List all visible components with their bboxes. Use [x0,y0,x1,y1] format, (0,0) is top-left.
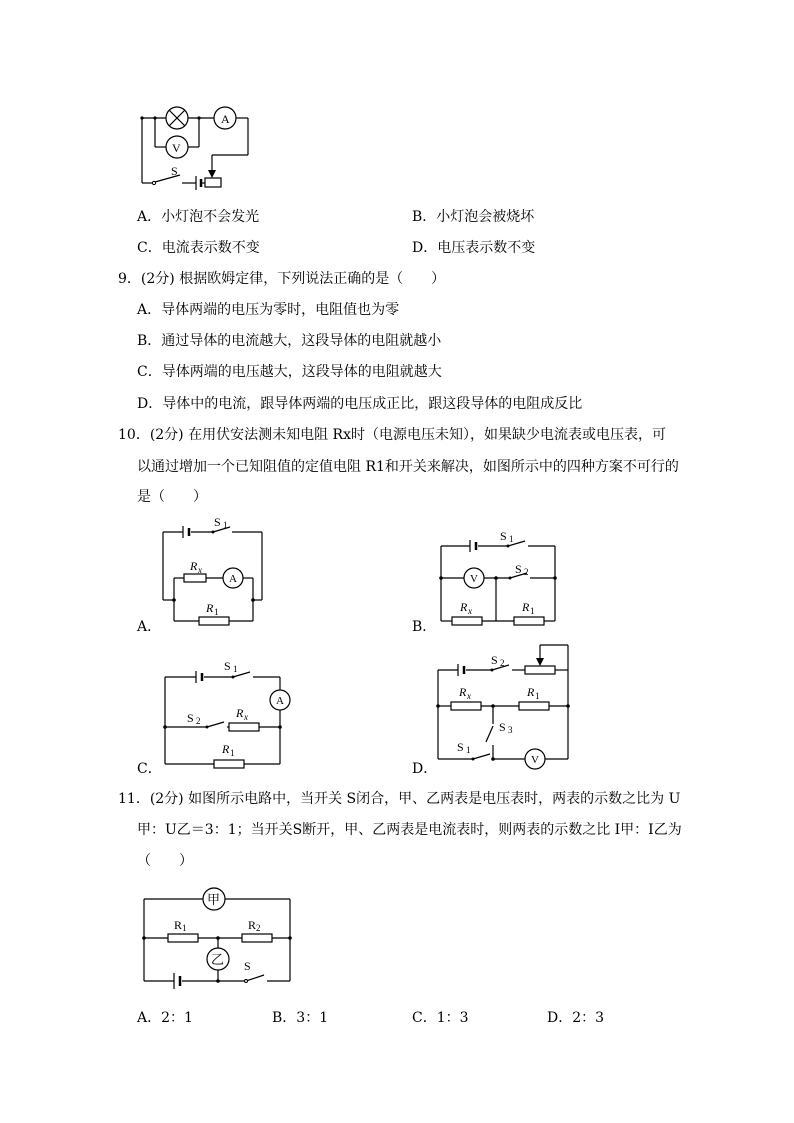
q10a-r1-label: R [206,601,214,615]
q8-switch-label: S [171,164,178,178]
q11-option-a: A．2：1 [137,1010,193,1026]
q10c-r1-sub: 1 [230,748,235,758]
q11-meter-yi-label: 乙 [211,952,225,967]
q11-r2-sub: 2 [256,923,261,933]
q10-label-d: D． [412,761,438,777]
q10c-s1-label: S [224,659,231,673]
q10c-s1-sub: 1 [233,664,238,674]
q9-option-a: A．导体两端的电压为零时，电阻值也为零 [137,302,400,318]
q10c-rx-label: R [236,706,244,720]
q8-option-d: D．电压表示数不变 [412,240,536,256]
q10d-s2-label: S [491,653,498,667]
q10d-s3-sub: 3 [508,725,513,735]
q11-r1-sub: 1 [182,923,187,933]
q10-stem-line3: 是（ ） [137,489,207,505]
q9-option-c: C．导体两端的电压越大，这段导体的电阻就越大 [137,364,442,380]
q8-ammeter-label: A [221,112,230,126]
q10a-r1-sub: 1 [214,607,219,617]
q11-stem-line3: （ ） [137,853,193,869]
q9-option-b: B．通过导体的电流越大，这段导体的电阻就越小 [137,333,442,349]
q10b-s2-sub: 2 [524,567,529,577]
q10-stem-line1: 10．(2分) 在用伏安法测未知电阻 Rx时（电源电压未知），如果缺少电流表或电压表，可 [118,427,666,443]
q10b-r1-sub: 1 [530,606,535,616]
q9-stem: 9．(2分) 根据欧姆定律，下列说法正确的是（ ） [118,271,446,287]
q10d-s2-sub: 2 [500,658,505,668]
q10b-voltmeter-label: V [470,573,478,585]
q10d-rx-label: R [459,685,467,699]
q11-stem-line2: 甲：U乙＝3：1；当开关S断开，甲、乙两表是电流表时，则两表的示数之比 I甲：I乙为 [137,822,682,838]
q10a-rx-label: R [190,559,198,573]
q10-label-a: A． [137,619,162,635]
q10d-voltmeter-label: V [531,754,539,766]
q11-option-b: B．3：1 [272,1010,329,1026]
q8-option-b: B．小灯泡会被烧坏 [412,209,535,225]
q11-switch-label: S [244,959,251,973]
q11-option-c: C．1：3 [412,1010,469,1026]
q8-option-a: A．小灯泡不会发光 [137,209,260,225]
q10-label-b: B． [412,619,437,635]
q8-voltmeter-label: V [172,141,181,155]
q10c-r1-label: R [222,742,230,756]
q10c-s2-sub: 2 [196,716,201,726]
q10b-r1-label: R [522,600,530,614]
q10d-rx-sub: x [467,691,471,701]
q10-stem-line2: 以通过增加一个已知阻值的定值电阻 R1和开关来解决，如图所示中的四种方案不可行的 [137,459,679,475]
q10b-rx-label: R [460,600,468,614]
q10d-r1-label: R [527,685,535,699]
q10d-s3-label: S [499,720,506,734]
q11-r2-label: R [248,918,257,932]
q10a-s1-sub: 1 [223,520,228,530]
q11-stem-line1: 11．(2分) 如图所示电路中，当开关 S闭合，甲、乙两表是电压表时，两表的示数之比为 U [118,791,681,807]
q11-r1-label: R [174,918,183,932]
q10d-r1-sub: 1 [535,691,540,701]
q11-meter-jia-label: 甲 [207,892,221,907]
q10d-s1-label: S [457,740,464,754]
q10b-rx-sub: x [468,606,472,616]
q10c-s2-label: S [187,711,194,725]
q10d-s1-sub: 1 [466,745,471,755]
q10b-s1-label: S [500,529,507,543]
q10b-s1-sub: 1 [509,534,514,544]
q10-label-c: C． [137,761,162,777]
q10a-s1-label: S [214,515,221,529]
q10c-rx-sub: x [244,712,248,722]
q10b-s2-label: S [515,562,522,576]
q9-option-d: D．导体中的电流，跟导体两端的电压成正比，跟这段导体的电阻成反比 [137,396,583,412]
q10a-rx-sub: x [198,565,202,575]
q11-option-d: D．2：3 [547,1010,605,1026]
q8-option-c: C．电流表示数不变 [137,240,260,256]
q10a-ammeter-label: A [229,573,237,585]
q10c-ammeter-label: A [276,695,284,707]
